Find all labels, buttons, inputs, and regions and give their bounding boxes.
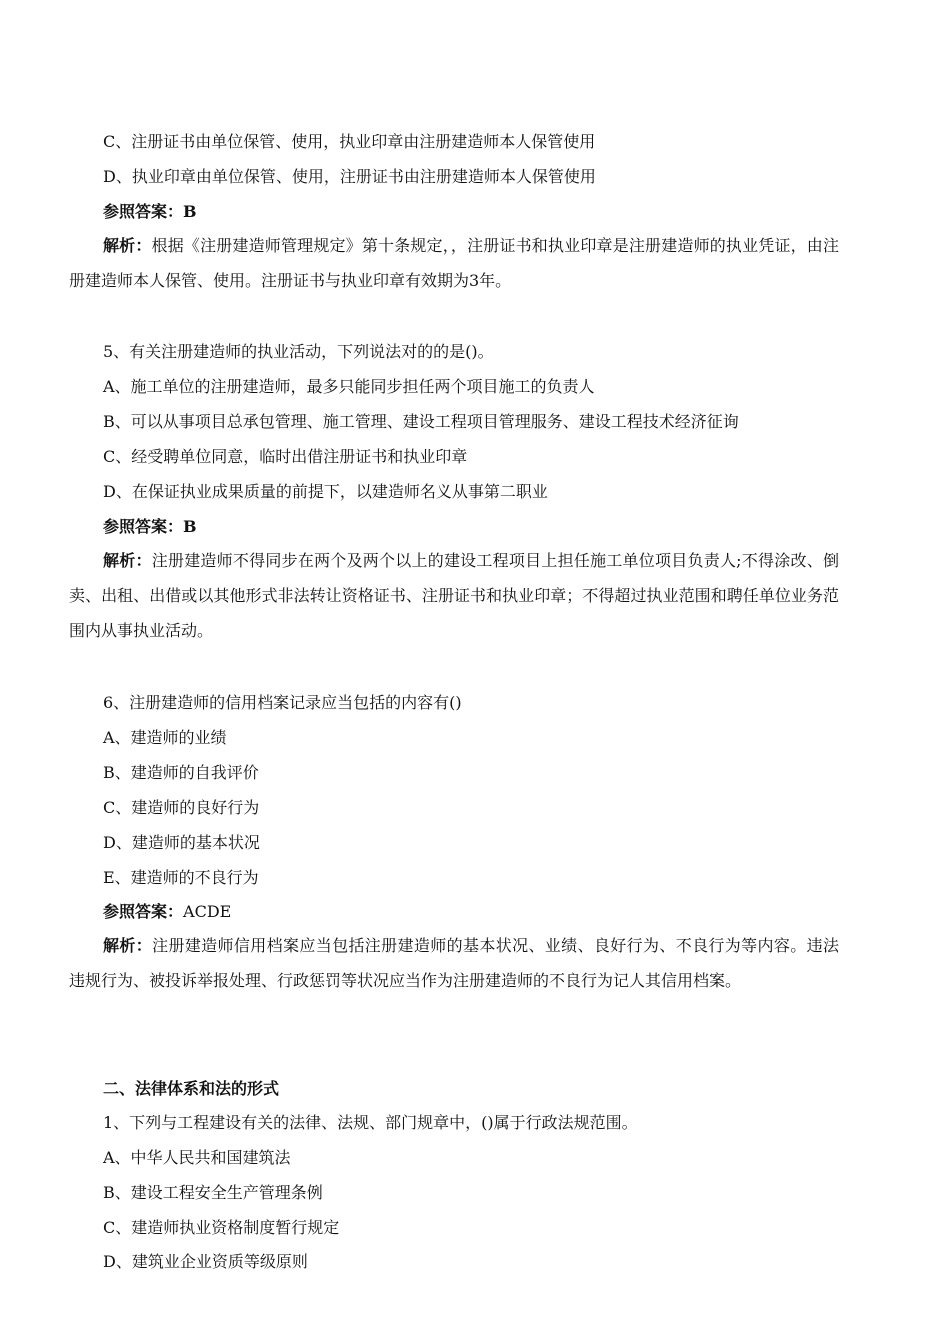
q6-answer (103, 902, 231, 922)
analysis-label: 解析： (103, 936, 153, 955)
q5-answer (103, 517, 197, 537)
q6-option-a: A、建造师的业绩 (103, 728, 227, 747)
q6-option-b: B、建造师的自我评价 (103, 763, 259, 782)
analysis-text: 注册建造师信用档案应当包括注册建造师的基本状况、业绩、良好行为、不良行为等内容。违法违规行为、被投诉举报处理、行政惩罚等状况应当作为注册建造师的不良行为记人其信用档案。 (69, 936, 839, 990)
analysis-label: 解析： (103, 551, 152, 570)
answer-label: 参照答案： (103, 517, 184, 536)
q6-question: 6、注册建造师的信用档案记录应当包括的内容有() (103, 693, 462, 712)
analysis-text: 注册建造师不得同步在两个及两个以上的建设工程项目上担任施工单位项目负责人;不得涂改、倒卖、出租、出借或以其他形式非法转让资格证书、注册证书和执业印章；不得超过执业范围和聘任单位业务范围内从事执业活动。 (69, 551, 839, 640)
q5-question: 5、有关注册建造师的执业活动，下列说法对的的是()。 (103, 342, 494, 361)
q4-answer (103, 202, 197, 222)
q6-option-d: D、建造师的基本状况 (103, 833, 260, 852)
s2-q1-question: 1、下列与工程建设有关的法律、法规、部门规章中，()属于行政法规范围。 (103, 1113, 638, 1132)
q6-option-e: E、建造师的不良行为 (103, 868, 259, 887)
analysis-label: 解析： (103, 236, 152, 255)
answer-label: 参照答案： (103, 202, 184, 221)
answer-value: B (183, 517, 197, 536)
q5-option-a: A、施工单位的注册建造师，最多只能同步担任两个项目施工的负责人 (103, 377, 595, 396)
q6-option-c: C、建造师的良好行为 (103, 798, 260, 817)
q5-option-c: C、经受聘单位同意，临时出借注册证书和执业印章 (103, 447, 468, 466)
q6-analysis (69, 928, 839, 998)
answer-value: ACDE (183, 902, 232, 921)
q4-analysis (69, 228, 839, 298)
answer-value: B (183, 202, 197, 221)
s2-q1-option-b: B、建设工程安全生产管理条例 (103, 1183, 323, 1202)
answer-label: 参照答案： (103, 902, 184, 921)
q4-option-d: D、执业印章由单位保管、使用，注册证书由注册建造师本人保管使用 (103, 167, 596, 186)
analysis-text: 根据《注册建造师管理规定》第十条规定，，注册证书和执业印章是注册建造师的执业凭证，由注册建造师本人保管、使用。注册证书与执业印章有效期为3年。 (69, 236, 839, 290)
s2-q1-option-a: A、中华人民共和国建筑法 (103, 1148, 291, 1167)
s2-q1-option-d: D、建筑业企业资质等级原则 (103, 1252, 308, 1271)
q5-option-b: B、可以从事项目总承包管理、施工管理、建设工程项目管理服务、建设工程技术经济征询 (103, 412, 739, 431)
s2-q1-option-c: C、建造师执业资格制度暂行规定 (103, 1218, 340, 1237)
q4-option-c: C、注册证书由单位保管、使用，执业印章由注册建造师本人保管使用 (103, 132, 596, 151)
q5-analysis (69, 543, 839, 648)
section-heading: 二、法律体系和法的形式 (103, 1079, 280, 1098)
q5-option-d: D、在保证执业成果质量的前提下，以建造师名义从事第二职业 (103, 482, 548, 501)
